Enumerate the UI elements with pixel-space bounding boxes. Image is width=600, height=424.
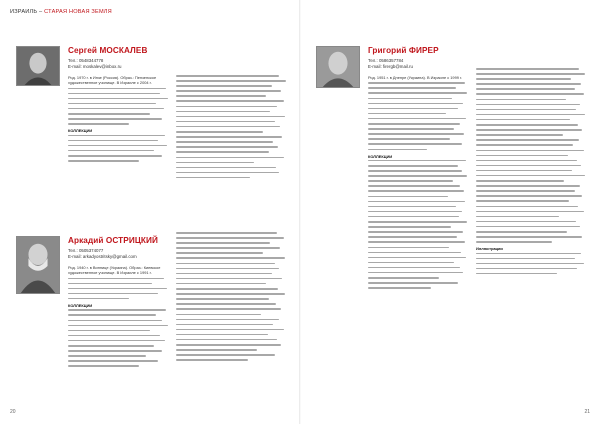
- illustrations-heading: Иллюстрации: [476, 246, 503, 252]
- artist-tel: Тел.: 0586357784: [368, 58, 404, 63]
- artist-email: E-mail: arkadyostritsky@gmail.com: [68, 254, 137, 259]
- artist-contact: [368, 58, 413, 70]
- page-number: 21: [584, 409, 590, 415]
- page-number: 20: [10, 409, 16, 415]
- artist-contact: [68, 248, 137, 260]
- portrait-photo-icon: [17, 237, 59, 293]
- artist-bio-column: [68, 75, 170, 215]
- artist-contact: [68, 58, 122, 70]
- artist-name: Сергей МОСКАЛЕВ: [68, 46, 148, 55]
- artist-bio: Род. 1970 г. в Инзе (Россия). Образ.: Пензенское художественное училище. В Израиле с 2004 г.: [68, 75, 157, 86]
- header-prefix: ИЗРАИЛЬ –: [10, 9, 45, 15]
- portrait-photo-icon: [17, 47, 59, 85]
- artist-bio: Род. 1940 г. в Виннице (Украина). Образ.: Киевское художественное училище. В Израиле с 1991 г.: [68, 265, 161, 276]
- artist-name: Аркадий ОСТРИЦКИЙ: [68, 236, 158, 245]
- page-header: [10, 9, 112, 15]
- artist-photo-moskalev: [16, 46, 60, 86]
- header-accent: СТАРАЯ НОВАЯ ЗЕМЛЯ: [44, 9, 112, 15]
- artist-bio-column: [68, 265, 170, 405]
- collections-heading: КОЛЛЕКЦИИ: [368, 153, 393, 159]
- artist-tel: Тел.: 0548344778: [68, 58, 104, 63]
- artist-email: E-mail: moskalev@inbox.ru: [68, 64, 122, 69]
- artist-bio-column: [368, 75, 470, 410]
- artist-collections-column: [176, 232, 288, 404]
- artist-name: Григорий ФИРЕР: [368, 46, 439, 55]
- artist-photo-firer: [316, 46, 360, 88]
- artist-collections-column: [476, 68, 588, 408]
- artist-collections-column: [176, 75, 288, 225]
- portrait-photo-icon: [317, 47, 359, 87]
- artist-photo-ostritsky: [16, 236, 60, 294]
- artist-tel: Тел.: 0505374077: [68, 248, 104, 253]
- collections-heading: КОЛЛЕКЦИИ: [68, 128, 93, 134]
- right-page: [300, 0, 600, 424]
- artist-email: E-mail: firergb@mail.ru: [368, 64, 413, 69]
- artist-bio: Род. 1951 г. в Днепре (Украина). В Израиле с 1999 г.: [368, 75, 463, 80]
- collections-heading: КОЛЛЕКЦИИ: [68, 303, 93, 309]
